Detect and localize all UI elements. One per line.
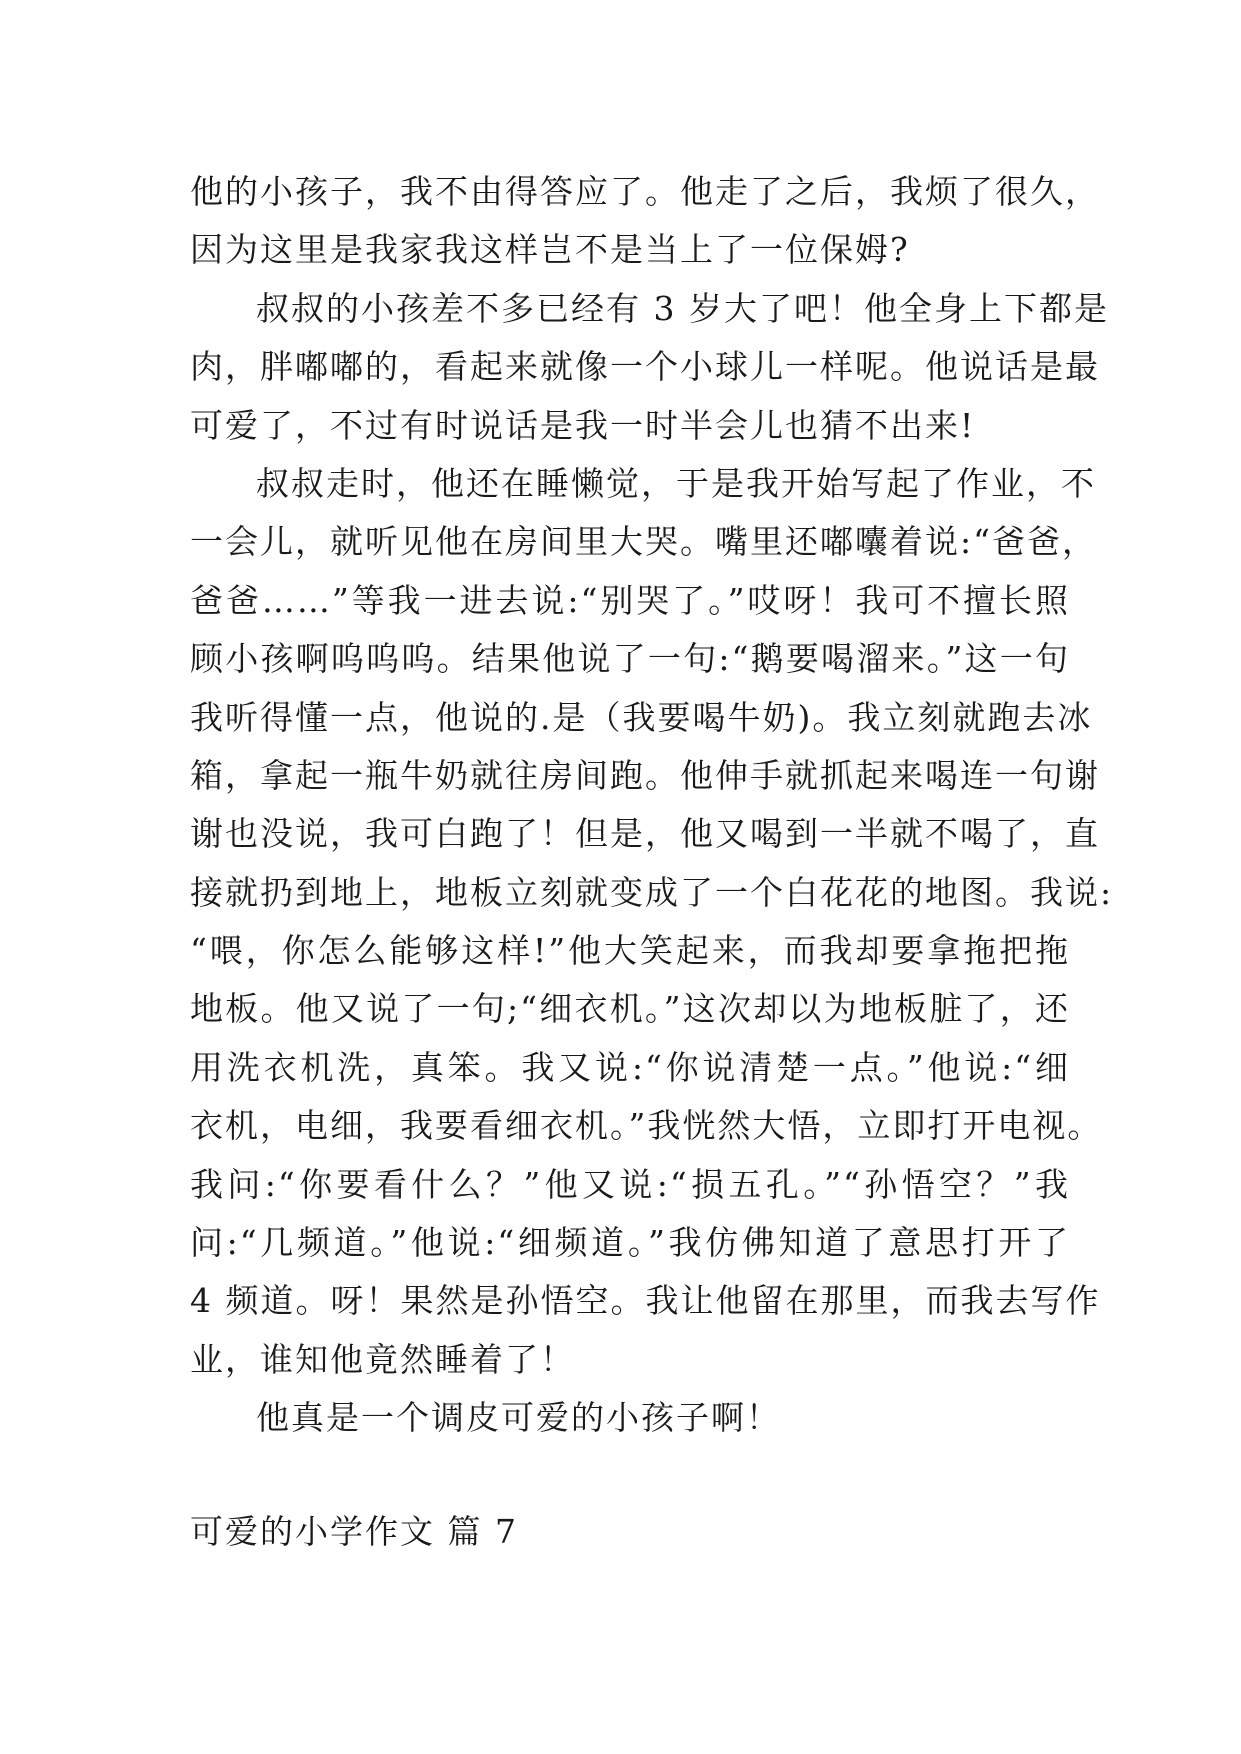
text-line: 衣机，电细，我要看细衣机。”我恍然大悟，立即打开电视。 <box>190 1106 1103 1146</box>
text-line: 爸爸……”等我一进去说:“别哭了。”哎呀！我可不擅长照 <box>190 580 1070 620</box>
text-line: 业，谁知他竟然睡着了！ <box>190 1339 575 1379</box>
text-line: 我听得懂一点，他说的.是（我要喝牛奶)。我立刻就跑去冰 <box>190 697 1093 737</box>
text-line: “喂，你怎么能够这样!”他大笑起来，而我却要拿拖把拖 <box>190 931 1070 971</box>
text-line: 肉，胖嘟嘟的，看起来就像一个小球儿一样呢。他说话是最 <box>190 347 1100 387</box>
paragraph-first-line: 叔叔的小孩差不多已经有 3 岁大了吧！他全身上下都是 <box>256 288 1109 328</box>
paragraph-first-line: 叔叔走时，他还在睡懒觉，于是我开始写起了作业，不 <box>256 463 1096 503</box>
essay-body <box>190 163 1114 1448</box>
text-line: 可爱了，不过有时说话是我一时半会儿也猜不出来! <box>190 405 976 445</box>
text-line: 问:“几频道。”他说:“细频道。”我仿佛知道了意思打开了 <box>190 1223 1070 1263</box>
text-line: 地板。他又说了一句;“细衣机。”这次却以为地板脏了，还 <box>190 989 1070 1029</box>
text-line: 箱，拿起一瓶牛奶就往房间跑。他伸手就抓起来喝连一句谢 <box>190 755 1100 795</box>
text-line: 因为这里是我家我这样岂不是当上了一位保姆? <box>190 230 910 270</box>
paragraph-first-line: 他真是一个调皮可爱的小孩子啊！ <box>256 1398 781 1438</box>
text-line: 我问:“你要看什么？”他又说:“损五孔。”“孙悟空？”我 <box>190 1164 1070 1204</box>
text-line: 4 频道。呀！果然是孙悟空。我让他留在那里，而我去写作 <box>190 1281 1101 1321</box>
text-line: 接就扔到地上，地板立刻就变成了一个白花花的地图。我说: <box>190 872 1114 912</box>
text-line: 谢也没说，我可白跑了！但是，他又喝到一半就不喝了，直 <box>190 814 1100 854</box>
section-heading: 可爱的小学作文 篇 7 <box>190 1512 518 1551</box>
text-line: 用洗衣机洗，真笨。我又说:“你说清楚一点。”他说:“细 <box>190 1047 1070 1087</box>
text-line: 顾小孩啊呜呜呜。结果他说了一句:“鹅要喝溜来。”这一句 <box>190 639 1071 679</box>
text-line: 他的小孩子，我不由得答应了。他走了之后，我烦了很久， <box>190 172 1100 211</box>
text-line: 一会儿，就听见他在房间里大哭。嘴里还嘟囔着说:“爸爸， <box>190 522 1097 562</box>
